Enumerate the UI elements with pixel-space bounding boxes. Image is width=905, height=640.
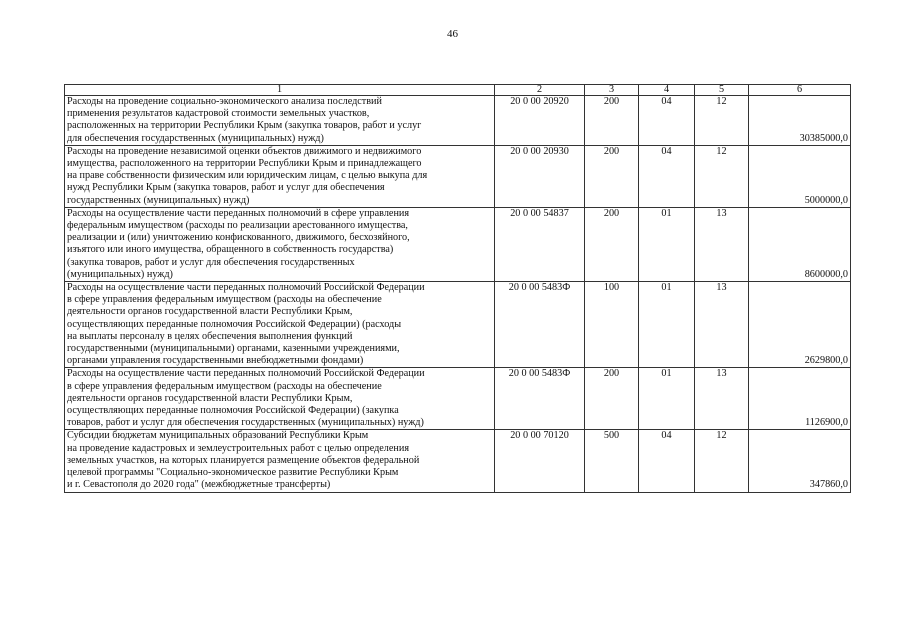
description-line: Расходы на проведение социально-экономического анализа последствий [67, 96, 382, 107]
row-col-4: 04 [639, 145, 695, 207]
row-col-5: 13 [695, 282, 749, 368]
row-col-4: 04 [639, 430, 695, 492]
row-description [65, 207, 495, 281]
description-line: на проведение кадастровых и землеустроительных работ с целью определения [67, 442, 410, 454]
row-code: 20 0 00 54837 [495, 207, 585, 281]
header-col-5: 5 [695, 85, 749, 96]
table-row [65, 430, 851, 492]
row-amount: 30385000,0 [749, 96, 851, 146]
description-line: и г. Севастополя до 2020 года" (межбюджетные трансферты) [67, 479, 331, 491]
row-description [65, 430, 495, 492]
row-code: 20 0 00 5483Ф [495, 282, 585, 368]
description-line: деятельности органов государственной власти Республики Крым, [67, 306, 353, 318]
row-code: 20 0 00 5483Ф [495, 368, 585, 430]
row-col-3: 200 [585, 96, 639, 146]
table-row [65, 96, 851, 146]
table-row [65, 207, 851, 281]
table-row [65, 282, 851, 368]
description-line: расположенных на территории Республики Крым (закупка товаров, работ и услуг [67, 120, 422, 132]
row-col-3: 500 [585, 430, 639, 492]
description-line: нужд Республики Крым (закупка товаров, работ и услуг для обеспечения [67, 182, 385, 194]
row-code: 20 0 00 20930 [495, 145, 585, 207]
header-col-4: 4 [639, 85, 695, 96]
description-line: федеральным имуществом (расходы по реализации арестованного имущества, [67, 220, 408, 232]
description-line: Расходы на проведение независимой оценки объектов движимого и недвижимого [67, 145, 422, 157]
description-line: изъятого или иного имущества, обращенного в собственность государства) [67, 244, 394, 256]
row-col-3: 200 [585, 207, 639, 281]
row-amount: 347860,0 [749, 430, 851, 492]
row-description [65, 145, 495, 207]
row-description [65, 368, 495, 430]
description-line: имущества, расположенного на территории Республики Крым и принадлежащего [67, 158, 422, 170]
description-line: земельных участков, на которых планируется размещение объектов федеральной [67, 454, 420, 466]
description-line: (муниципальных) нужд) [67, 268, 173, 280]
table-row [65, 368, 851, 430]
row-code: 20 0 00 70120 [495, 430, 585, 492]
row-col-5: 12 [695, 430, 749, 492]
table-row [65, 145, 851, 207]
row-col-4: 01 [639, 282, 695, 368]
row-col-4: 04 [639, 96, 695, 146]
row-description [65, 282, 495, 368]
description-line: для обеспечения государственных (муниципальных) нужд) [67, 132, 324, 144]
row-col-3: 200 [585, 145, 639, 207]
description-line: государственных (муниципальных) нужд) [67, 194, 250, 206]
description-line: Расходы на осуществление части переданных полномочий Российской Федерации [67, 282, 425, 294]
row-amount: 1126900,0 [749, 368, 851, 430]
row-code: 20 0 00 20920 [495, 96, 585, 146]
row-col-5: 13 [695, 368, 749, 430]
description-line: Субсидии бюджетам муниципальных образований Республики Крым [67, 430, 369, 442]
description-line: целевой программы "Социально-экономическое развитие Республики Крым [67, 467, 399, 479]
description-line: Расходы на осуществление части переданных полномочий в сфере управления [67, 207, 410, 219]
description-line: деятельности органов государственной власти Республики Крым, [67, 392, 353, 404]
row-col-5: 12 [695, 96, 749, 146]
description-line: на праве собственности физическим или юридическим лицам, с целью выкупа для [67, 170, 428, 182]
description-line: осуществляющих переданные полномочия Российской Федерации) (расходы [67, 318, 402, 330]
row-col-5: 12 [695, 145, 749, 207]
row-amount: 8600000,0 [749, 207, 851, 281]
page-number: 46 [447, 28, 458, 40]
row-col-4: 01 [639, 368, 695, 430]
header-col-6: 6 [749, 85, 851, 96]
row-amount: 2629800,0 [749, 282, 851, 368]
row-description [65, 96, 495, 146]
header-col-1: 1 [65, 85, 495, 96]
budget-table [64, 84, 851, 493]
description-line: Расходы на осуществление части переданных полномочий Российской Федерации [67, 368, 425, 380]
table-header-row [65, 85, 851, 96]
description-line: осуществляющих переданные полномочия Российской Федерации) (закупка [67, 405, 399, 417]
description-line: на выплаты персоналу в целях обеспечения выполнения функций [67, 330, 353, 342]
row-col-4: 01 [639, 207, 695, 281]
description-line: в сфере управления федеральным имуществом (расходы на обеспечение [67, 380, 382, 392]
description-line: товаров, работ и услуг для обеспечения государственных (муниципальных) нужд) [67, 417, 424, 429]
row-col-3: 100 [585, 282, 639, 368]
description-line: в сфере управления федеральным имуществом (расходы на обеспечение [67, 294, 382, 306]
description-line: государственными (муниципальными) органами, казенными учреждениями, [67, 343, 400, 355]
row-amount: 5000000,0 [749, 145, 851, 207]
row-col-3: 200 [585, 368, 639, 430]
header-col-3: 3 [585, 85, 639, 96]
row-col-5: 13 [695, 207, 749, 281]
description-line: органами управления государственными внебюджетными фондами) [67, 355, 364, 367]
description-line: (закупка товаров, работ и услуг для обеспечения государственных [67, 256, 355, 268]
header-col-2: 2 [495, 85, 585, 96]
description-line: реализации и (или) уничтожению конфискованного, движимого, бесхозяйного, [67, 232, 410, 244]
description-line: применения результатов кадастровой стоимости земельных участков, [67, 108, 370, 120]
